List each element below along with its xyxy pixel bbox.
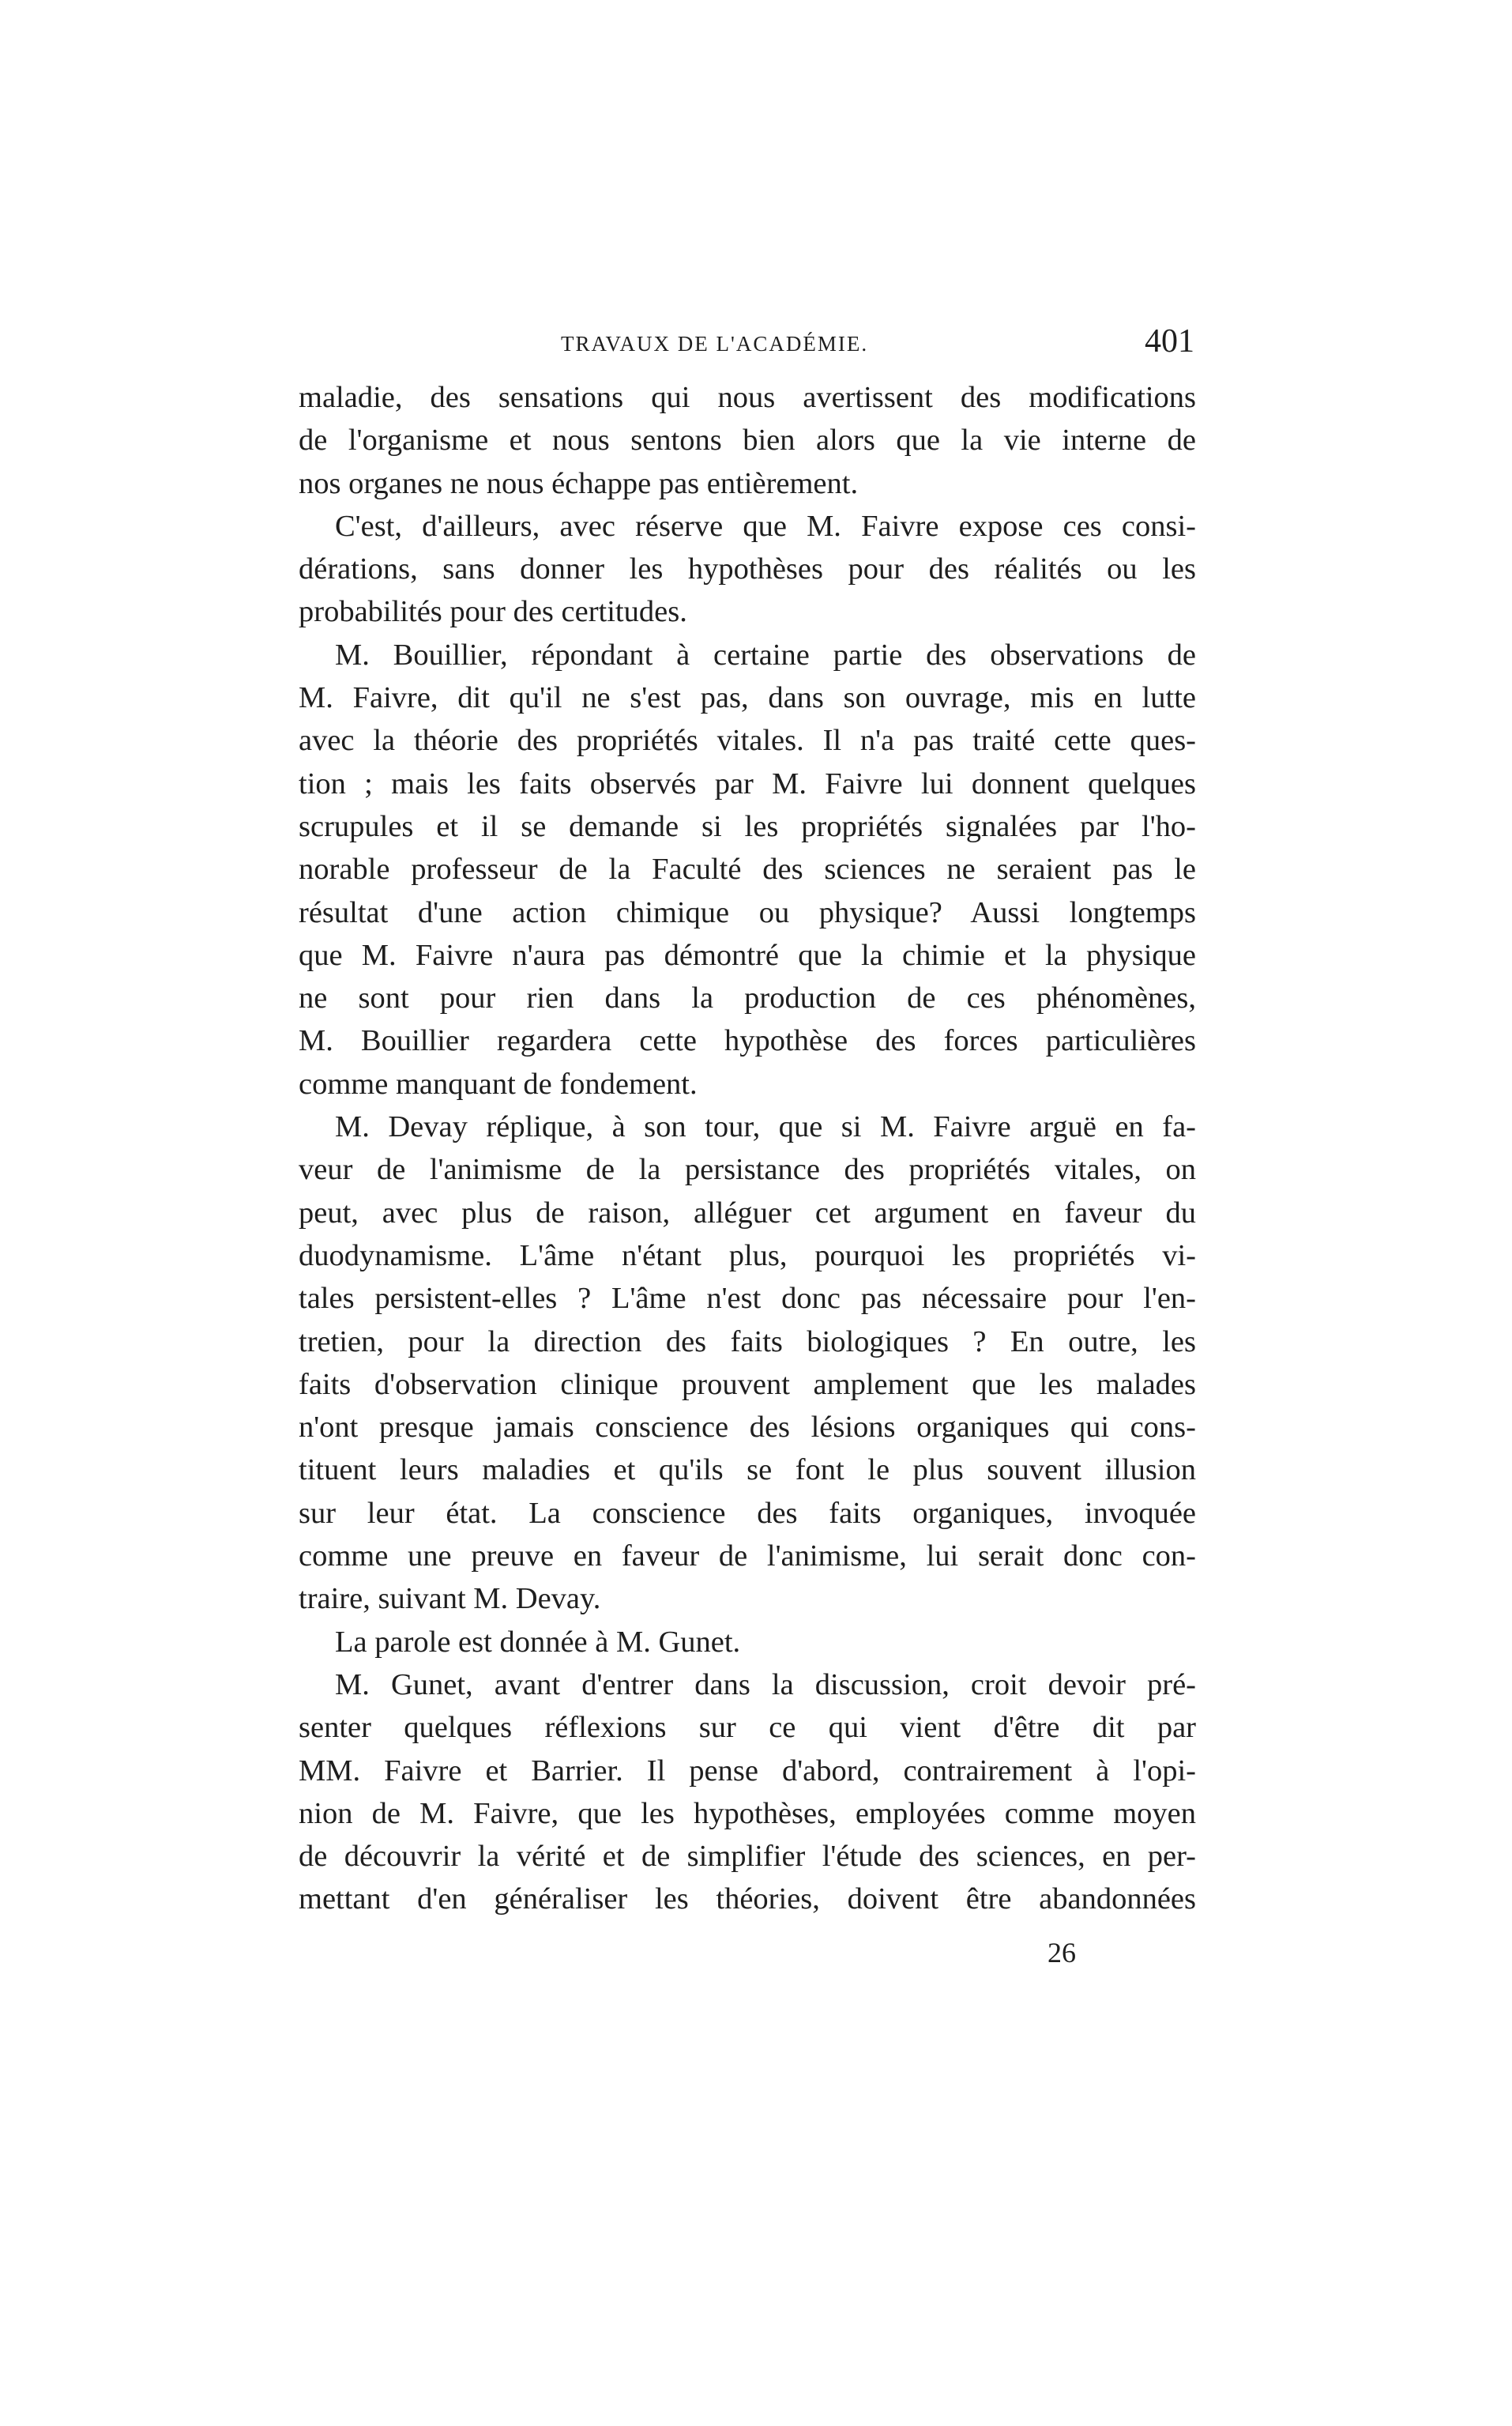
- text-line: M. Devay réplique, à son tour, que si M. Faivre arguë en fa-: [335, 1110, 1196, 1144]
- text-line: veur de l'animisme de la persistance des propriétés vitales, on: [299, 1153, 1196, 1187]
- text-line: de découvrir la vérité et de simplifier l'étude des sciences, en per-: [299, 1840, 1196, 1874]
- text-line: C'est, d'ailleurs, avec réserve que M. Faivre expose ces consi-: [335, 509, 1196, 543]
- text-line: comme une preuve en faveur de l'animisme, lui serait donc con-: [299, 1539, 1196, 1573]
- text-line: M. Bouillier regardera cette hypothèse des forces particulières: [299, 1024, 1196, 1058]
- text-line: tretien, pour la direction des faits biologiques ? En outre, les: [299, 1324, 1196, 1358]
- text-line: avec la théorie des propriétés vitales. Il n'a pas traité cette ques-: [299, 724, 1196, 758]
- text-line: nos organes ne nous échappe pas entièrement.: [299, 466, 859, 500]
- text-line: résultat d'une action chimique ou physique? Aussi longtemps: [299, 895, 1196, 929]
- text-line: tales persistent-elles ? L'âme n'est donc pas nécessaire pour l'en-: [299, 1282, 1196, 1316]
- text-line: tituent leurs maladies et qu'ils se font le plus souvent illusion: [299, 1453, 1196, 1487]
- text-line: ne sont pour rien dans la production de ces phénomènes,: [299, 981, 1196, 1015]
- page-header: [300, 322, 1194, 370]
- text-line: norable professeur de la Faculté des sciences ne seraient pas le: [299, 853, 1196, 887]
- text-line: nion de M. Faivre, que les hypothèses, employées comme moyen: [299, 1796, 1196, 1830]
- text-line: peut, avec plus de raison, alléguer cet argument en faveur du: [299, 1196, 1196, 1230]
- body-text: [299, 376, 1196, 1921]
- text-line: probabilités pour des certitudes.: [299, 595, 687, 629]
- text-line: dérations, sans donner les hypothèses pour des réalités ou les: [299, 552, 1196, 586]
- text-line: M. Gunet, avant d'entrer dans la discussion, croit devoir pré-: [335, 1667, 1196, 1701]
- text-line: La parole est donnée à M. Gunet.: [335, 1625, 741, 1659]
- text-line: scrupules et il se demande si les propriétés signalées par l'ho-: [299, 809, 1196, 843]
- text-line: senter quelques réflexions sur ce qui vient d'être dit par: [299, 1711, 1196, 1745]
- text-line: M. Bouillier, répondant à certaine partie des observations de: [335, 638, 1196, 672]
- text-line: MM. Faivre et Barrier. Il pense d'abord, contrairement à l'opi-: [299, 1754, 1196, 1787]
- text-line: de l'organisme et nous sentons bien alors que la vie interne de: [299, 424, 1196, 458]
- signature-mark: 26: [1047, 1937, 1076, 1968]
- text-line: tion ; mais les faits observés par M. Faivre lui donnent quelques: [299, 767, 1196, 801]
- text-line: mettant d'en généraliser les théories, doivent être abandonnées: [299, 1882, 1196, 1916]
- text-line: comme manquant de fondement.: [299, 1067, 698, 1101]
- text-line: traire, suivant M. Devay.: [299, 1582, 601, 1616]
- running-head: TRAVAUX DE L'ACADÉMIE.: [561, 332, 869, 356]
- text-line: faits d'observation clinique prouvent amplement que les malades: [299, 1367, 1196, 1401]
- text-line: que M. Faivre n'aura pas démontré que la chimie et la physique: [299, 938, 1196, 972]
- text-line: n'ont presque jamais conscience des lésions organiques qui cons-: [299, 1411, 1196, 1445]
- page-number: 401: [1145, 323, 1194, 360]
- text-line: M. Faivre, dit qu'il ne s'est pas, dans son ouvrage, mis en lutte: [299, 681, 1196, 715]
- text-line: maladie, des sensations qui nous avertissent des modifications: [299, 381, 1196, 414]
- text-line: sur leur état. La conscience des faits organiques, invoquée: [299, 1496, 1196, 1530]
- text-line: duodynamisme. L'âme n'étant plus, pourquoi les propriétés vi-: [299, 1238, 1196, 1272]
